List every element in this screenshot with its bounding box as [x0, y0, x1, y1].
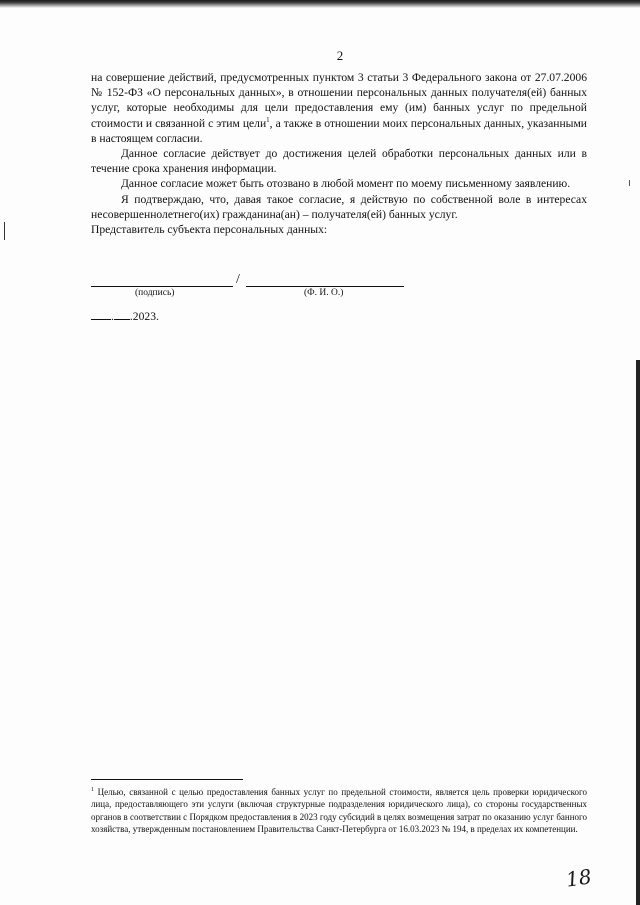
- paragraph-1-tail: , а также в отношении моих персональных данных, указанными в настоящем согласии.: [91, 116, 587, 145]
- paragraph-2: Данное согласие действует до достижения целей обработки персональных данных или в течение срока хранения информации.: [91, 147, 587, 176]
- footnote-marker: 1: [91, 787, 94, 793]
- date-separator: .: [111, 310, 114, 323]
- representative-label: Представитель субъекта персональных данных:: [91, 223, 328, 237]
- consent-body: [91, 70, 587, 237]
- footnote: [91, 786, 587, 835]
- handwritten-page-mark: 18: [564, 864, 593, 892]
- signature-caption: (подпись): [135, 288, 175, 298]
- signature-separator: /: [236, 272, 240, 287]
- scan-edge-top: [0, 0, 640, 8]
- signature-line: [91, 286, 233, 287]
- paragraph-3: Данное согласие может быть отозвано в любой момент по моему письменному заявлению.: [121, 177, 571, 191]
- name-line: [246, 286, 404, 287]
- paragraph-4: Я подтверждаю, что, давая такое согласие, я действую по собственной воле в интересах несовершеннолетнего(их) гражданина(ан) – получателя(ей) банных услуг.: [91, 192, 587, 221]
- name-caption: (Ф. И. О.): [304, 288, 344, 298]
- date-field: [91, 308, 159, 323]
- month-blank: [114, 308, 130, 320]
- paragraph-1: [91, 70, 587, 146]
- footnote-text: Целью, связанной с целью предоставления банных услуг по предельной стоимости, является цель проверки юридического лица, предоставляющего эти услуги (включая структурные подразделения юридического лица), со стороны государственных органов в соответствии с Порядком предоставления в 2023 году субсидий в целях возмещения затрат по оказанию услуг банного хозяйства, утвержденным постановлением Правительства Санкт-Петербурга от 16.03.2023 № 194, в пределах их компетенции.: [91, 787, 587, 834]
- footnote-ref: 1: [266, 115, 270, 124]
- page-number: 2: [336, 48, 344, 63]
- scan-mark: [629, 180, 630, 186]
- scan-mark-left: [4, 222, 5, 240]
- footnote-divider: [91, 779, 243, 780]
- paragraph-1-text: на совершение действий, предусмотренных пунктом 3 статьи 3 Федерального закона от 27.07.2006 № 152-ФЗ «О персональных данных», в отношении персональных данных получателя(ей) банных услуг, которые необходимы для цели предоставления ему (им) банных услуг по предельной стоимости и связанной с этим цели: [91, 71, 587, 130]
- day-blank: [91, 308, 111, 320]
- signature-block: [91, 272, 411, 302]
- date-year: .2023.: [129, 310, 159, 323]
- scan-edge-right: [636, 360, 640, 905]
